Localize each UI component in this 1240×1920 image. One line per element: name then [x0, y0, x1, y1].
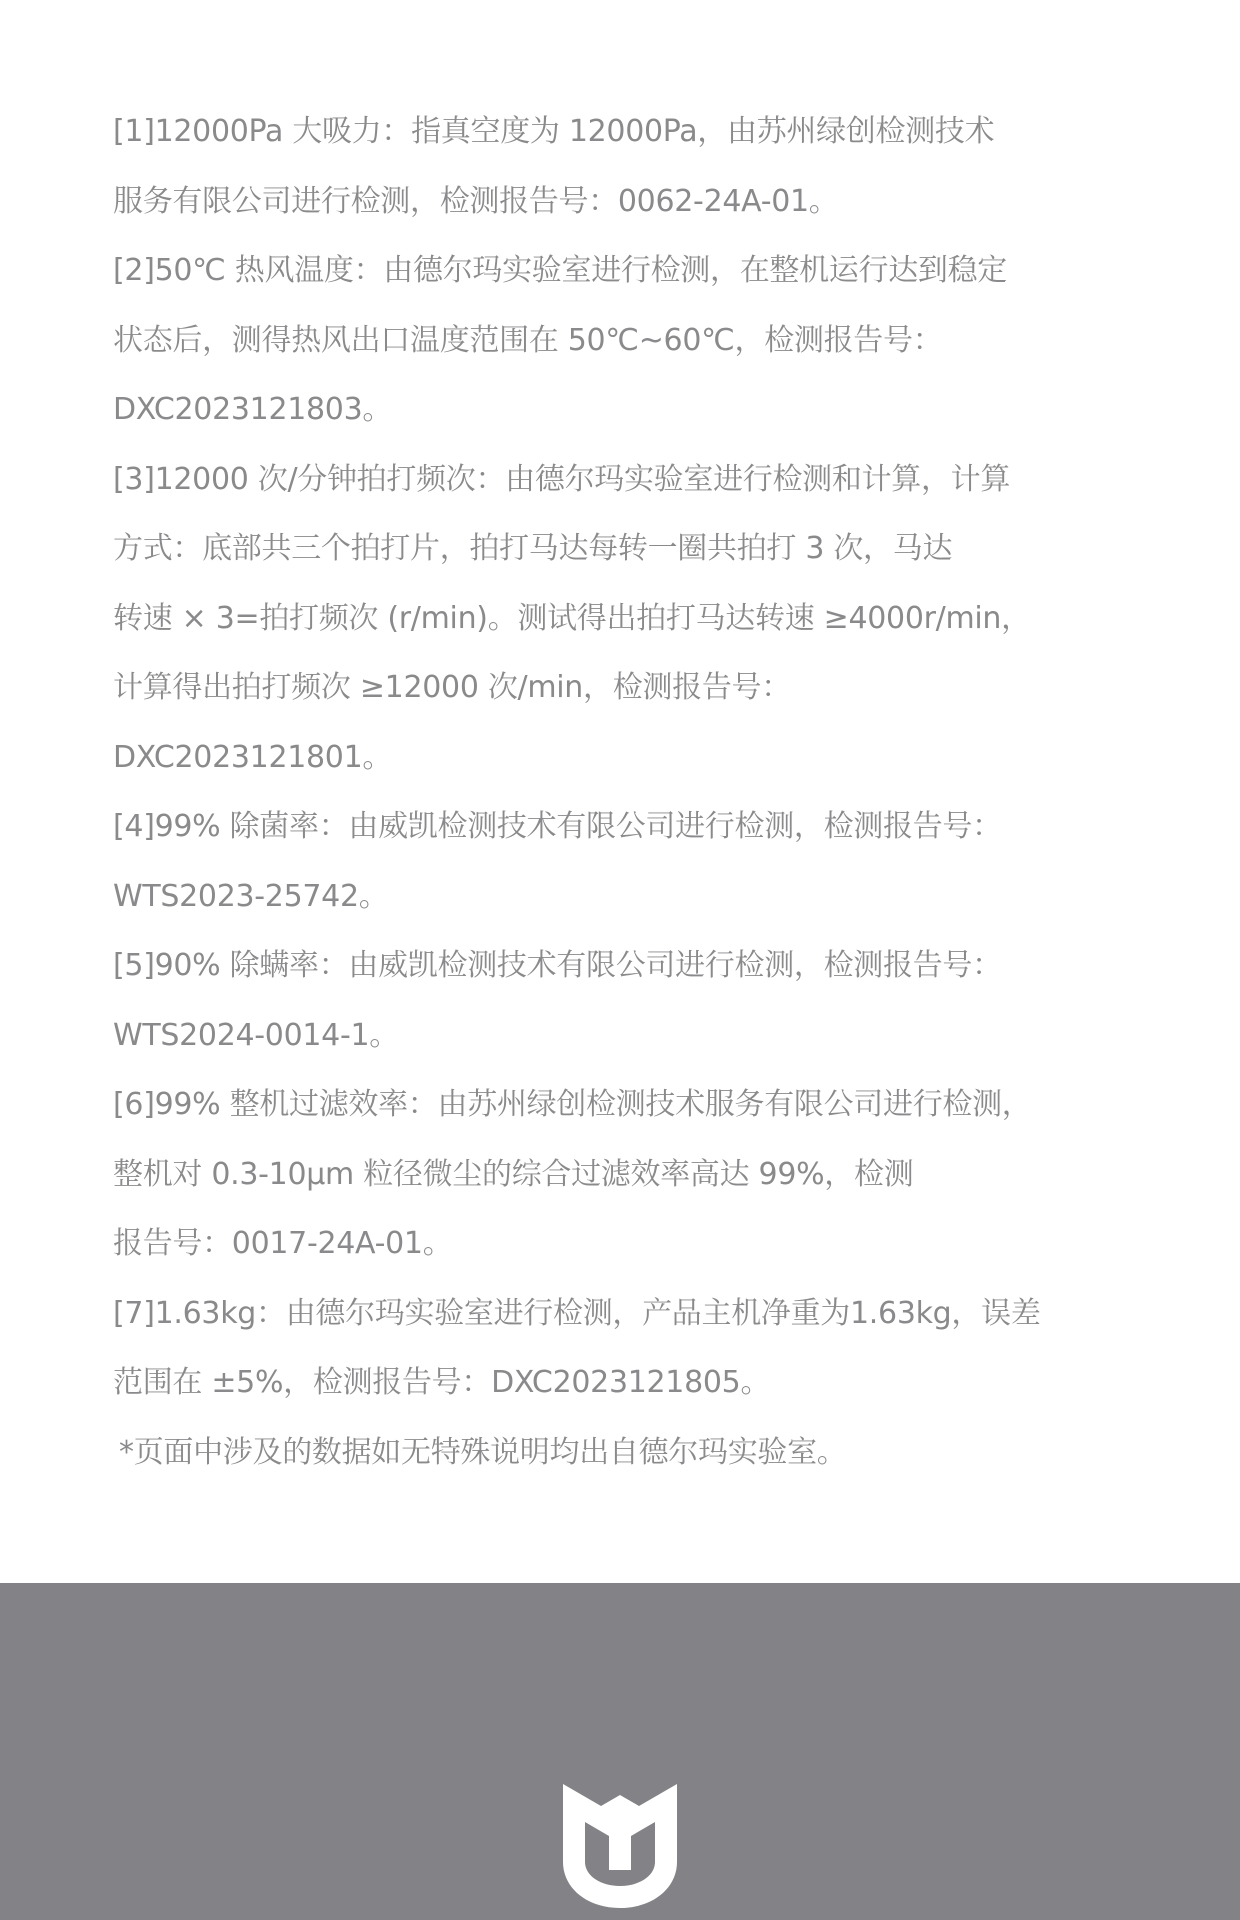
note-5 [113, 931, 1153, 1070]
note-7 [113, 1279, 1153, 1418]
note-line: 服务有限公司进行检测，检测报告号：0062-24A-01。 [113, 183, 839, 219]
note-line: [1]12000Pa 大吸力：指真空度为 12000Pa，由苏州绿创检测技术 [113, 114, 995, 149]
note-line: 范围在 ±5%，检测报告号：DXC2023121805。 [113, 1365, 771, 1400]
note-line: 整机对 0.3-10μm 粒径微尘的综合过滤效率高达 99%，检测 [113, 1156, 914, 1192]
note-line: 方式：底部共三个拍打片，拍打马达每转一圈共拍打 3 次，马达 [113, 531, 953, 566]
note-line: [6]99% 整机过滤效率：由苏州绿创检测技术服务有限公司进行检测， [113, 1087, 1032, 1122]
test-notes [113, 97, 1153, 1487]
mijia-logo-icon [563, 1784, 677, 1908]
note-4 [113, 792, 1153, 931]
note-3 [113, 445, 1153, 793]
note-line: 状态后，测得热风出口温度范围在 50℃~60℃，检测报告号： [113, 322, 943, 358]
note-line: [7]1.63kg：由德尔玛实验室进行检测，产品主机净重为1.63kg，误差 [113, 1295, 1041, 1331]
note-line: 计算得出拍打频次 ≥12000 次/min，检测报告号： [113, 670, 791, 705]
note-line: [5]90% 除螨率：由威凯检测技术有限公司进行检测，检测报告号： [113, 948, 1002, 983]
note-1 [113, 97, 1153, 236]
note-line: DXC2023121801。 [113, 739, 393, 775]
data-source-disclaimer: *页面中涉及的数据如无特殊说明均出自德尔玛实验室。 [119, 1434, 847, 1470]
note-line: WTS2024-0014-1。 [113, 1017, 399, 1053]
note-line: [4]99% 除菌率：由威凯检测技术有限公司进行检测，检测报告号： [113, 809, 1002, 844]
note-line: 报告号：0017-24A-01。 [113, 1226, 453, 1261]
note-line: WTS2023-25742。 [113, 878, 389, 914]
note-line: DXC2023121803。 [113, 392, 393, 427]
note-line: [3]12000 次/分钟拍打频次：由德尔玛实验室进行检测和计算，计算 [113, 461, 1011, 497]
note-line: [2]50℃ 热风温度：由德尔玛实验室进行检测，在整机运行达到稳定 [113, 253, 1007, 288]
note-2 [113, 236, 1153, 445]
note-6 [113, 1070, 1153, 1279]
note-line: 转速 × 3=拍打频次 (r/min)。测试得出拍打马达转速 ≥4000r/min， [113, 600, 1031, 636]
